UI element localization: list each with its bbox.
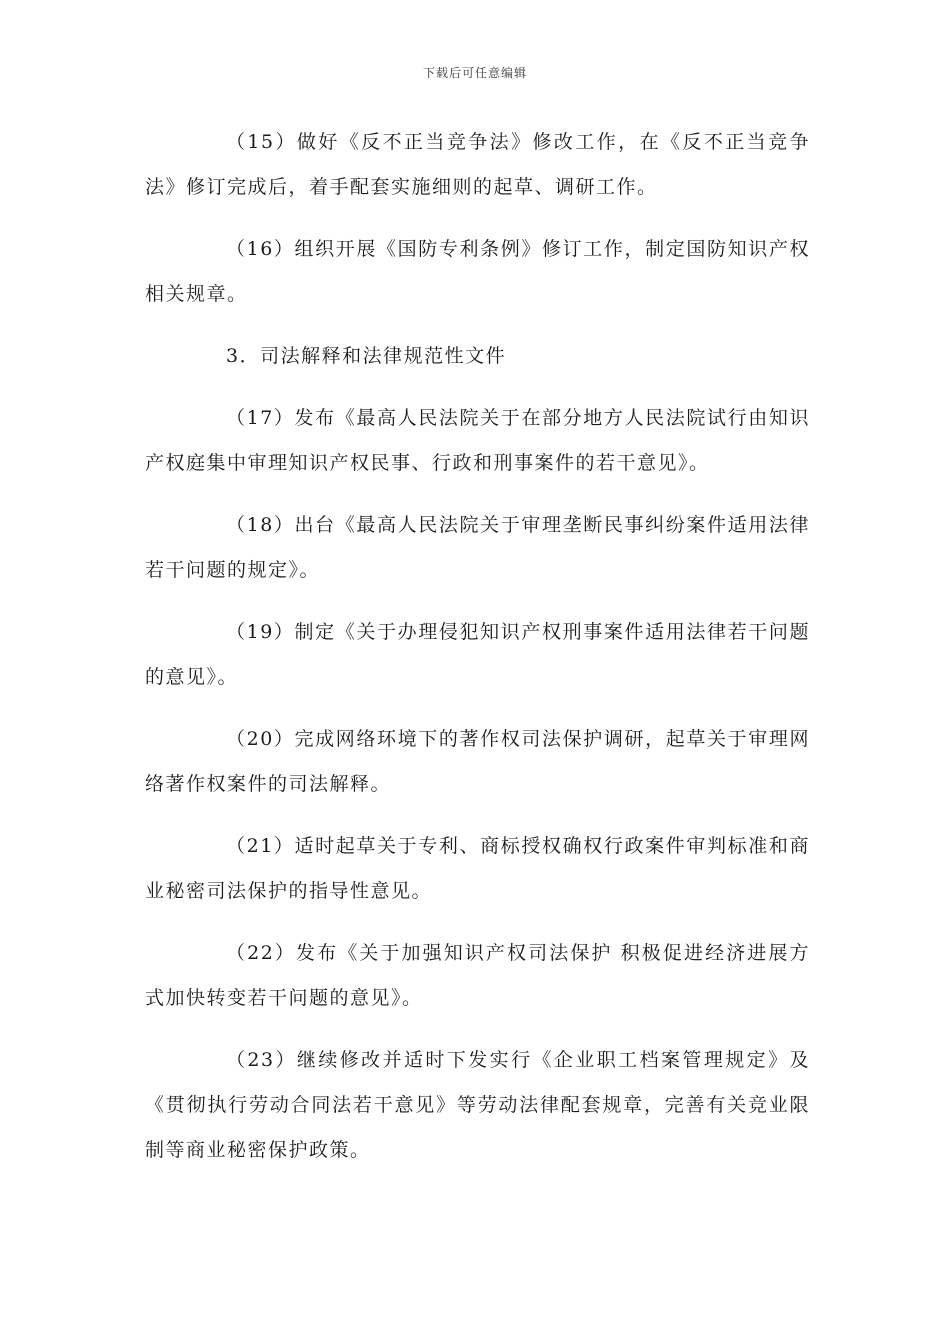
paragraph-23: （23）继续修改并适时下发实行《企业职工档案管理规定》及《贯彻执行劳动合同法若干意见》等劳动法律配套规章，完善有关竞业限制等商业秘密保护政策。 [145, 1049, 810, 1161]
paragraph-19: （19）制定《关于办理侵犯知识产权刑事案件适用法律若干问题的意见》。 [145, 621, 810, 688]
paragraph-20: （20）完成网络环境下的著作权司法保护调研，起草关于审理网络著作权案件的司法解释。 [145, 728, 810, 795]
paragraph-21: （21）适时起草关于专利、商标授权确权行政案件审判标准和商业秘密司法保护的指导性意见。 [145, 835, 810, 902]
paragraph-17: （17）发布《最高人民法院关于在部分地方人民法院试行由知识产权庭集中审理知识产权民事、行政和刑事案件的若干意见》。 [145, 407, 810, 474]
paragraph-15: （15）做好《反不正当竞争法》修改工作，在《反不正当竞争法》修订完成后，着手配套实施细则的起草、调研工作。 [145, 131, 810, 198]
document-body [145, 120, 810, 1190]
paragraph-22: （22）发布《关于加强知识产权司法保护 积极促进经济进展方式加快转变若干问题的意见》。 [145, 942, 810, 1009]
section-heading-3: 3．司法解释和法律规范性文件 [226, 345, 507, 367]
paragraph-18: （18）出台《最高人民法院关于审理垄断民事纠纷案件适用法律若干问题的规定》。 [145, 514, 810, 581]
header-note: 下载后可任意编辑 [422, 66, 527, 80]
paragraph-16: （16）组织开展《国防专利条例》修订工作，制定国防知识产权相关规章。 [145, 238, 810, 305]
